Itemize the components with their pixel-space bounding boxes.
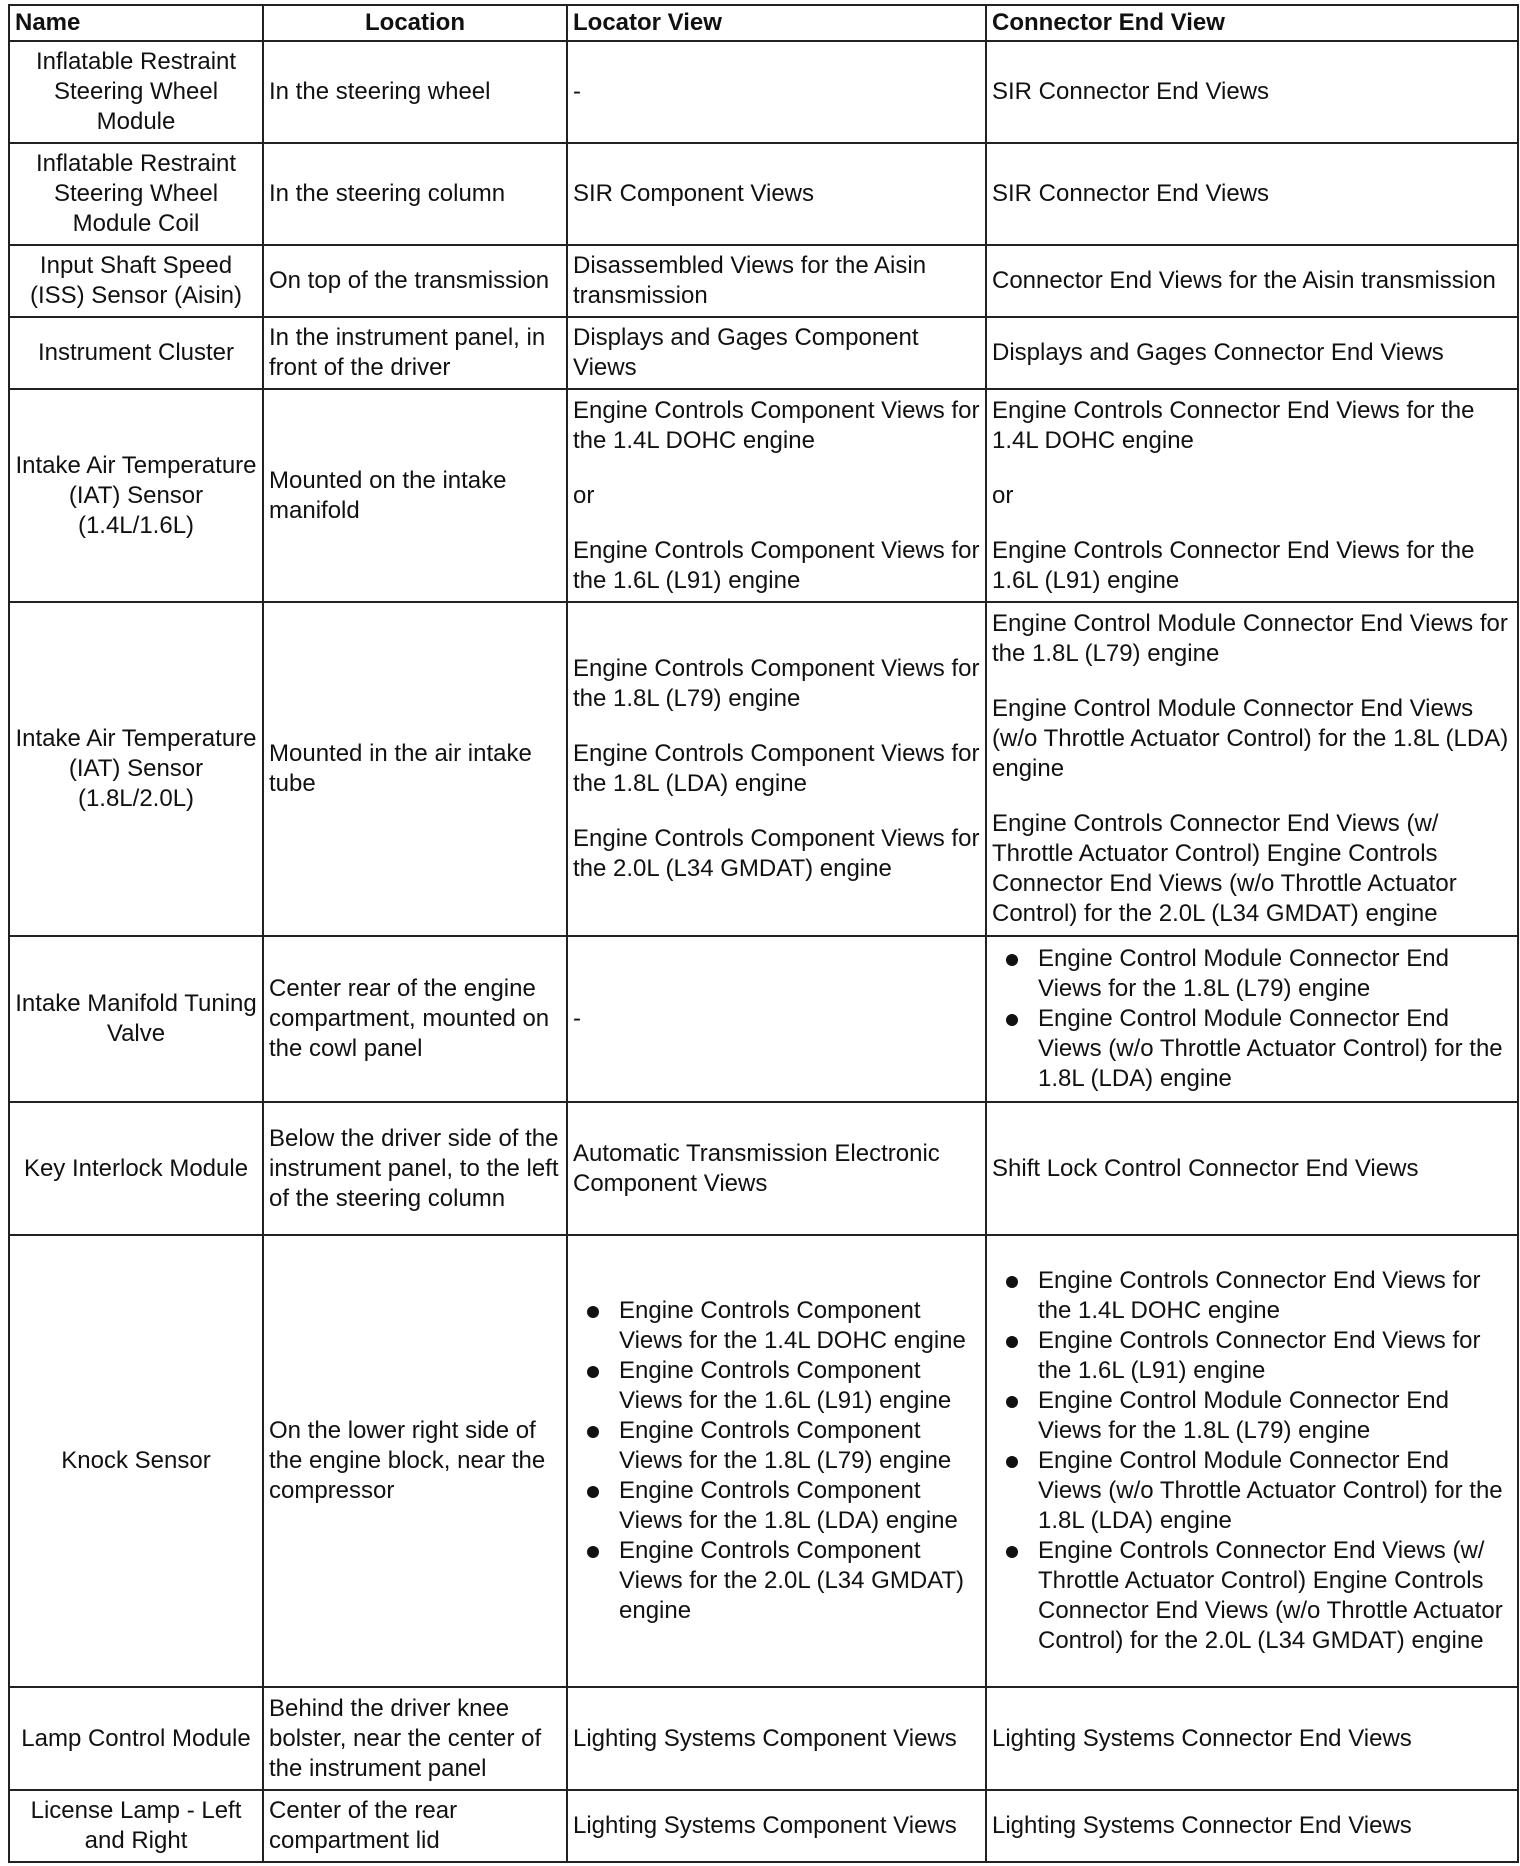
cell-connector-end-view: [986, 41, 1518, 143]
cell-name: Inflatable Restraint Steering Wheel Module: [9, 41, 263, 143]
component-table: [8, 4, 1519, 1863]
header-locator-view: Locator View: [567, 5, 986, 41]
table-row: [9, 41, 1518, 143]
connector-or-text: or: [992, 481, 1014, 509]
connector-link[interactable]: SIR Connector End Views: [992, 180, 1270, 207]
connector-link[interactable]: Engine Controls Connector End Views for the 1.6L (L91) engine: [992, 536, 1475, 594]
cell-locator-view: [567, 389, 986, 602]
header-name: Name: [9, 5, 263, 41]
cell-locator-view: [567, 1790, 986, 1862]
cell-name: Intake Air Temperature (IAT) Sensor (1.4L/1.6L): [9, 389, 263, 602]
header-row: [9, 5, 1518, 41]
locator-link[interactable]: Engine Controls Component Views for the 1.8L (L79) engine: [573, 655, 980, 712]
connector-link[interactable]: SIR Connector End Views: [992, 78, 1270, 105]
cell-location: On top of the transmission: [263, 245, 567, 317]
cell-connector-end-view: [986, 317, 1518, 389]
cell-location: Behind the driver knee bolster, near the center of the instrument panel: [263, 1687, 567, 1790]
list-item[interactable]: Engine Controls Component Views for the 1.8L (L79) engine: [619, 1416, 980, 1476]
cell-location: Center rear of the engine compartment, mounted on the cowl panel: [263, 936, 567, 1102]
cell-connector-end-view: [986, 389, 1518, 602]
connector-link[interactable]: Engine Control Module Connector End Views for the 1.8L (L79) engine: [992, 610, 1508, 667]
locator-link[interactable]: SIR Component Views: [573, 180, 815, 207]
cell-name: Lamp Control Module: [9, 1687, 263, 1790]
connector-bullet-list: [992, 1266, 1512, 1656]
cell-location: Below the driver side of the instrument panel, to the left of the steering column: [263, 1102, 567, 1235]
cell-connector-end-view: [986, 143, 1518, 245]
cell-name: Intake Air Temperature (IAT) Sensor (1.8L/2.0L): [9, 602, 263, 936]
cell-connector-end-view: [986, 1687, 1518, 1790]
table-row: [9, 1102, 1518, 1235]
connector-link[interactable]: Lighting Systems Connector End Views: [992, 1724, 1412, 1752]
header-connector-end-view: Connector End View: [986, 5, 1518, 41]
table-row: [9, 1687, 1518, 1790]
list-item[interactable]: Engine Controls Component Views for the 2.0L (L34 GMDAT) engine: [619, 1536, 980, 1626]
table-row: [9, 317, 1518, 389]
locator-link[interactable]: Lighting Systems Component Views: [573, 1724, 957, 1752]
cell-locator-view: [567, 1102, 986, 1235]
header-location: Location: [263, 5, 567, 41]
list-item[interactable]: Engine Controls Component Views for the 1.6L (L91) engine: [619, 1356, 980, 1416]
connector-link[interactable]: Engine Controls Connector End Views for the 1.4L DOHC engine: [992, 396, 1475, 454]
cell-location: Mounted on the intake manifold: [263, 389, 567, 602]
cell-connector-end-view: [986, 245, 1518, 317]
connector-link[interactable]: Shift Lock Control Connector End Views: [992, 1154, 1419, 1182]
table-row: [9, 1235, 1518, 1687]
table-row: [9, 389, 1518, 602]
list-item[interactable]: Engine Controls Connector End Views for the 1.6L (L91) engine: [1038, 1326, 1512, 1386]
cell-location: On the lower right side of the engine block, near the compressor: [263, 1235, 567, 1687]
locator-link[interactable]: Lighting Systems Component Views: [573, 1812, 957, 1839]
cell-name: Knock Sensor: [9, 1235, 263, 1687]
table-row: [9, 1790, 1518, 1862]
cell-location: In the steering wheel: [263, 41, 567, 143]
cell-location: Mounted in the air intake tube: [263, 602, 567, 936]
locator-link[interactable]: Automatic Transmission Electronic Component Views: [573, 1139, 940, 1197]
locator-bullet-list: [573, 1296, 980, 1626]
locator-link[interactable]: Displays and Gages Component Views: [573, 324, 919, 381]
locator-link[interactable]: Engine Controls Component Views for the 1.4L DOHC engine: [573, 396, 980, 454]
cell-location: In the instrument panel, in front of the driver: [263, 317, 567, 389]
connector-bullet-list: [992, 944, 1512, 1094]
cell-connector-end-view: [986, 602, 1518, 936]
list-item[interactable]: Engine Control Module Connector End Views for the 1.8L (L79) engine: [1038, 944, 1512, 1004]
cell-location: Center of the rear compartment lid: [263, 1790, 567, 1862]
list-item[interactable]: Engine Controls Connector End Views for the 1.4L DOHC engine: [1038, 1266, 1512, 1326]
locator-link[interactable]: Engine Controls Component Views for the 1.6L (L91) engine: [573, 536, 980, 594]
connector-link[interactable]: Connector End Views for the Aisin transmission: [992, 267, 1496, 294]
list-item[interactable]: Engine Control Module Connector End Views (w/o Throttle Actuator Control) for the 1.8L (LDA) engine: [1038, 1446, 1512, 1536]
cell-locator-view: [567, 1235, 986, 1687]
locator-link[interactable]: Engine Controls Component Views for the 2.0L (L34 GMDAT) engine: [573, 825, 980, 882]
locator-link[interactable]: Engine Controls Component Views for the 1.8L (LDA) engine: [573, 740, 980, 797]
cell-connector-end-view: [986, 1102, 1518, 1235]
list-item[interactable]: Engine Control Module Connector End Views (w/o Throttle Actuator Control) for the 1.8L (LDA) engine: [1038, 1004, 1512, 1094]
cell-locator-view: [567, 1687, 986, 1790]
cell-locator-view: [567, 317, 986, 389]
cell-name: Input Shaft Speed (ISS) Sensor (Aisin): [9, 245, 263, 317]
list-item[interactable]: Engine Control Module Connector End Views for the 1.8L (L79) engine: [1038, 1386, 1512, 1446]
cell-name: Inflatable Restraint Steering Wheel Module Coil: [9, 143, 263, 245]
cell-name: Instrument Cluster: [9, 317, 263, 389]
locator-text: -: [573, 1005, 581, 1032]
locator-text: -: [573, 78, 581, 105]
cell-locator-view: [567, 936, 986, 1102]
cell-name: Key Interlock Module: [9, 1102, 263, 1235]
cell-locator-view: [567, 41, 986, 143]
locator-or-text: or: [573, 481, 595, 509]
cell-locator-view: [567, 245, 986, 317]
cell-connector-end-view: [986, 1235, 1518, 1687]
list-item[interactable]: Engine Controls Component Views for the 1.4L DOHC engine: [619, 1296, 980, 1356]
cell-locator-view: [567, 602, 986, 936]
cell-connector-end-view: [986, 1790, 1518, 1862]
connector-link[interactable]: Lighting Systems Connector End Views: [992, 1812, 1412, 1839]
cell-name: Intake Manifold Tuning Valve: [9, 936, 263, 1102]
cell-location: In the steering column: [263, 143, 567, 245]
cell-name: License Lamp - Left and Right: [9, 1790, 263, 1862]
connector-link[interactable]: Engine Control Module Connector End Views (w/o Throttle Actuator Control) for the 1.8L (LDA) engine: [992, 695, 1509, 782]
table-row: [9, 143, 1518, 245]
connector-link[interactable]: Engine Controls Connector End Views (w/ Throttle Actuator Control) Engine Controls Connector End Views (w/o Throttle Actuator Control) for the 2.0L (L34 GMDAT) engine: [992, 810, 1457, 927]
table-row: [9, 245, 1518, 317]
page: [8, 4, 1519, 1863]
list-item[interactable]: Engine Controls Connector End Views (w/ Throttle Actuator Control) Engine Controls Connector End Views (w/o Throttle Actuator Control) for the 2.0L (L34 GMDAT) engine: [1038, 1536, 1512, 1656]
connector-link[interactable]: Displays and Gages Connector End Views: [992, 339, 1444, 366]
cell-connector-end-view: [986, 936, 1518, 1102]
cell-locator-view: [567, 143, 986, 245]
table-row: [9, 602, 1518, 936]
list-item[interactable]: Engine Controls Component Views for the 1.8L (LDA) engine: [619, 1476, 980, 1536]
locator-link[interactable]: Disassembled Views for the Aisin transmission: [573, 252, 927, 309]
table-row: [9, 936, 1518, 1102]
